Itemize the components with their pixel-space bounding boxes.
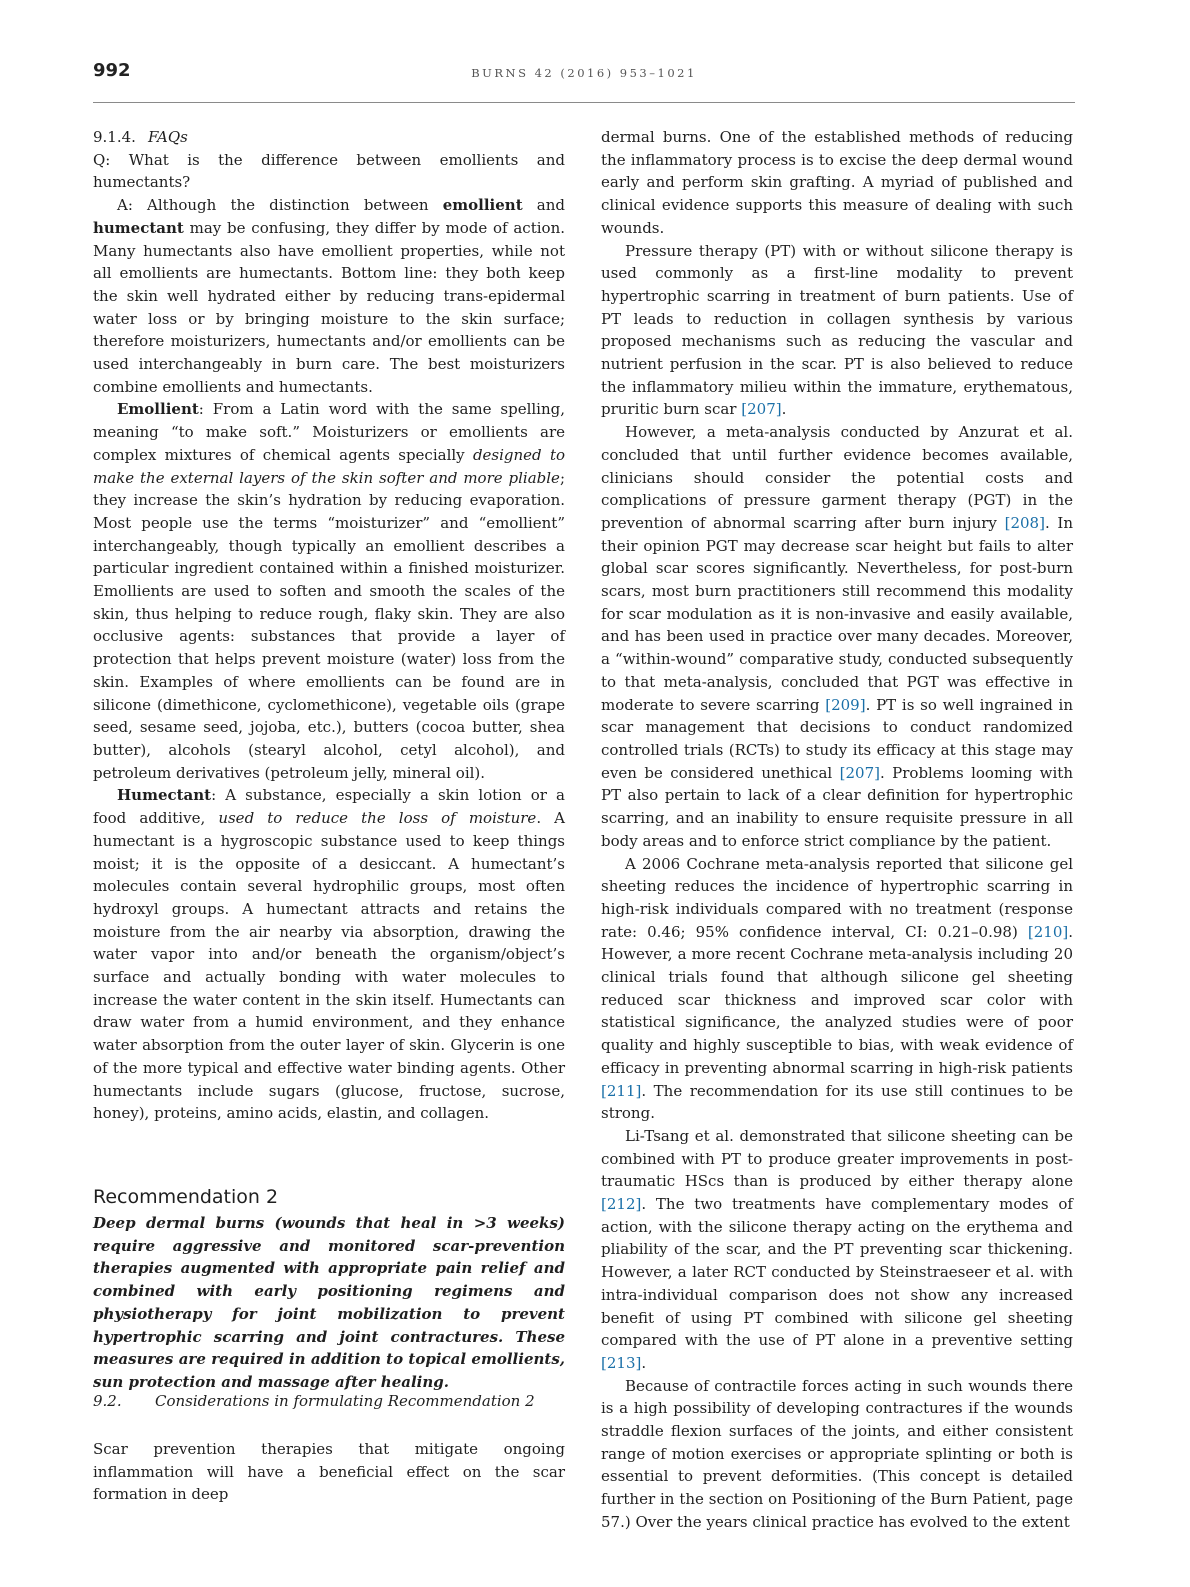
- answer-text: and: [522, 196, 565, 215]
- emphasis-text: designed to make the external layers of the skin softer and more pliable: [93, 445, 566, 487]
- paragraph: Pressure therapy (PT) with or without silicone therapy is used commonly as a first-line modality to prevent hypertrophic scarring in treatment of burn patients. Use of PT leads to reduction in collagen synthesis by various proposed mechanisms such as reducing the vascular and nutrient perfusion in the scar. PT is also believed to reduce the inflammatory milieu within the immature, erythematous, pruritic burn scar [207].: [601, 241, 1073, 419]
- answer-text: may be confusing, they differ by mode of action. Many humectants also have emollient properties, while not all emollients are humectants. Bottom line: they both keep the skin well hydrated either by reducing trans-epidermal water loss or by bringing moisture to the skin surface; therefore moisturizers, humectants and/or emollients can be used interchangeably in burn care. The best moisturizers combine emollients and humectants.: [93, 218, 565, 396]
- humectant-term: Humectant: [117, 786, 212, 805]
- emollient-bold: emollient: [442, 196, 523, 215]
- section-title: Considerations in formulating Recommendation 2: [155, 1392, 535, 1410]
- recommendation-text: Deep dermal burns (wounds that heal in >3 weeks) require aggressive and monitored scar-prevention therapies augmented with appropriate pain relief and combined with early positioning regimens and physiotherapy for joint mobilization to prevent hypertrophic scarring and joint contractures. These measures are required in addition to topical emollients, sun protection and massage after healing.: [93, 1214, 565, 1391]
- paragraph-text: Li-Tsang et al. demonstrated that silicone sheeting can be combined with PT to produce greater improvements in post-traumatic HScs than is produced by either therapy alone: [601, 1126, 1073, 1191]
- paragraph-text: . The recommendation for its use still continues to be strong.: [601, 1081, 1073, 1123]
- citation-link[interactable]: [213]: [601, 1353, 642, 1372]
- paragraph-text: . In their opinion PGT may decrease scar height but fails to alter global scar scores significantly. Nevertheless, for post-burn scars, most burn practitioners still recommend this modality for scar modulation as it is non-invasive and easily available, and has been used in practice over many decades. Moreover, a “within-wound” comparative study, conducted subsequently to that meta-analysis, concluded that PGT was effective in moderate to severe scarring: [601, 513, 1073, 714]
- paragraph: [601, 853, 1073, 1125]
- paragraph-text: : A substance, especially a skin lotion or a food additive,: [93, 786, 565, 828]
- emollient-paragraph: [93, 398, 565, 784]
- humectant-paragraph: [93, 784, 565, 1125]
- paragraph-text: . PT is so well ingrained in scar management that decisions to conduct randomized controlled trials (RCTs) to study its efficacy at this stage may even be considered unethical: [601, 695, 1073, 782]
- paragraph-text: Pressure therapy (PT) with or without silicone therapy is used commonly as a first-line modality to prevent hypertrophic scarring in treatment of burn patients. Use of PT leads to reduction in collagen synthesis by various proposed mechanisms such as reducing the vascular and nutrient perfusion in the scar. PT is also believed to reduce the inflammatory milieu within the immature, erythematous, pruritic burn scar: [601, 241, 1073, 419]
- running-header: [93, 60, 1075, 103]
- answer-text: A: Although the distinction between: [117, 196, 443, 215]
- page-number: 992: [93, 60, 131, 81]
- paragraph: [601, 421, 1073, 852]
- recommendation-title: Recommendation 2: [93, 1186, 279, 1208]
- citation-link[interactable]: [210]: [1027, 922, 1069, 941]
- left-column: [93, 126, 565, 1125]
- faq-section-title: FAQs: [147, 128, 188, 146]
- citation-link[interactable]: [207]: [741, 400, 782, 419]
- citation-link[interactable]: [208]: [1004, 513, 1045, 532]
- paragraph-text: : From a Latin word with the same spelling, meaning “to make soft.” Moisturizers or emollients are complex mixtures of chemical agents specially: [93, 400, 565, 464]
- citation-link[interactable]: [212]: [601, 1195, 642, 1214]
- humectant-bold: humectant: [93, 218, 184, 237]
- right-column: [601, 126, 1073, 1534]
- section-number: 9.2.: [93, 1392, 122, 1410]
- section-heading: [93, 1392, 565, 1410]
- paragraph-text: ; they increase the skin’s hydration by reducing evaporation. Most people use the terms “moisturizer” and “emollient” interchangeably, though typically an emollient describes a particular ingredient contained within a finished moisturizer. Emollients are used to soften and smooth the scales of the skin, thus helping to reduce rough, flaky skin. They are also occlusive agents: substances that provide a layer of protection that helps prevent moisture (water) loss from the skin. Examples of where emollients can be found are in silicone (dimethicone, cyclomethicone), vegetable oils (grape seed, sesame seed, jojoba, etc.), butters (cocoa butter, shea butter), alcohols (stearyl alcohol, cetyl alcohol), and petroleum derivatives (petroleum jelly, mineral oil).: [93, 468, 565, 782]
- paragraph-text: A 2006 Cochrane meta-analysis reported that silicone gel sheeting reduces the incidence of hypertrophic scarring in high-risk individuals compared with no treatment (response rate: 0.46; 95% confidence interval, CI: 0.21–0.98): [601, 854, 1073, 941]
- citation-link[interactable]: [209]: [825, 695, 866, 714]
- paragraph-text: . Problems looming with PT also pertain to lack of a clear definition for hypertrophic scarring, and an inability to ensure requisite pressure in all body areas and to enforce strict compliance by the patient.: [601, 763, 1073, 850]
- paragraph: Li-Tsang et al. demonstrated that silicone sheeting can be combined with PT to produce greater improvements in post-traumatic HScs than is produced by either therapy alone [212]. The two treatments have complementary modes of action, with the silicone therapy acting on the erythema and pliability of the scar, and the PT preventing scar thickening. However, a later RCT conducted by Steinstraeseer et al. with intra-individual comparison does not show any increased benefit of using PT combined with silicone gel sheeting compared with the use of PT alone in a preventive setting [213].: [601, 1126, 1073, 1372]
- citation-link[interactable]: [207]: [839, 763, 880, 782]
- recommendation-box: [93, 1186, 565, 1394]
- paragraph-text: . However, a more recent Cochrane meta-analysis including 20 clinical trials found that although silicone gel sheeting reduced scar thickness and improved scar color with statistical significance, the analyzed studies were of poor quality and highly susceptible to bias, with weak evidence of efficacy in preventing abnormal scarring in high-risk patients: [601, 922, 1073, 1077]
- paragraph-text: . The two treatments have complementary modes of action, with the silicone therapy acting on the erythema and pliability of the scar, and the PT preventing scar thickening. However, a later RCT conducted by Steinstraeseer et al. with intra-individual comparison does not show any increased benefit of using PT combined with silicone gel sheeting compared with the use of PT alone in a preventive setting: [601, 1195, 1073, 1350]
- emphasis-text: used to reduce the loss of moisture: [218, 809, 537, 828]
- paragraph: dermal burns. One of the established methods of reducing the inflammatory process is to excise the deep dermal wound early and perform skin grafting. A myriad of published and clinical evidence supports this measure of dealing with such wounds.: [601, 128, 1073, 237]
- faq-answer: [93, 194, 565, 398]
- journal-citation: BURNS 42 (2016) 953–1021: [471, 66, 697, 80]
- paragraph: Because of contractile forces acting in such wounds there is a high possibility of developing contractures if the wounds straddle flexion surfaces of the joints, and either consistent range of motion exercises or appropriate splinting or both is essential to prevent deformities. (This concept is detailed further in the section on Positioning of the Burn Patient, page 57.) Over the years clinical practice has evolved to the extent: [601, 1376, 1073, 1531]
- paragraph-text: However, a meta-analysis conducted by Anzurat et al. concluded that until further evidence becomes available, clinicians should consider the potential costs and complications of pressure garment therapy (PGT) in the prevention of abnormal scarring after burn injury: [601, 423, 1073, 532]
- faq-question: Q: What is the difference between emollients and humectants?: [93, 150, 565, 192]
- section-paragraph: Scar prevention therapies that mitigate ongoing inflammation will have a beneficial effect on the scar formation in deep: [93, 1440, 565, 1504]
- faq-heading: [93, 126, 565, 149]
- emollient-term: Emollient: [117, 400, 199, 419]
- citation-link[interactable]: [211]: [601, 1081, 642, 1100]
- faq-section-number: 9.1.4.: [93, 128, 136, 146]
- paragraph-text: . A humectant is a hygroscopic substance used to keep things moist; it is the opposite of a desiccant. A humectant’s molecules contain several hydrophilic groups, most often hydroxyl groups. A humectant attracts and retains the moisture from the air nearby via absorption, drawing the water vapor into and/or beneath the organism/object’s surface and actually bonding with water molecules to increase the water content in the skin itself. Humectants can draw water from a humid environment, and they enhance water absorption from the outer layer of skin. Glycerin is one of the more typical and effective water binding agents. Other humectants include sugars (glucose, fructose, sucrose, honey), proteins, amino acids, elastin, and collagen.: [93, 809, 566, 1123]
